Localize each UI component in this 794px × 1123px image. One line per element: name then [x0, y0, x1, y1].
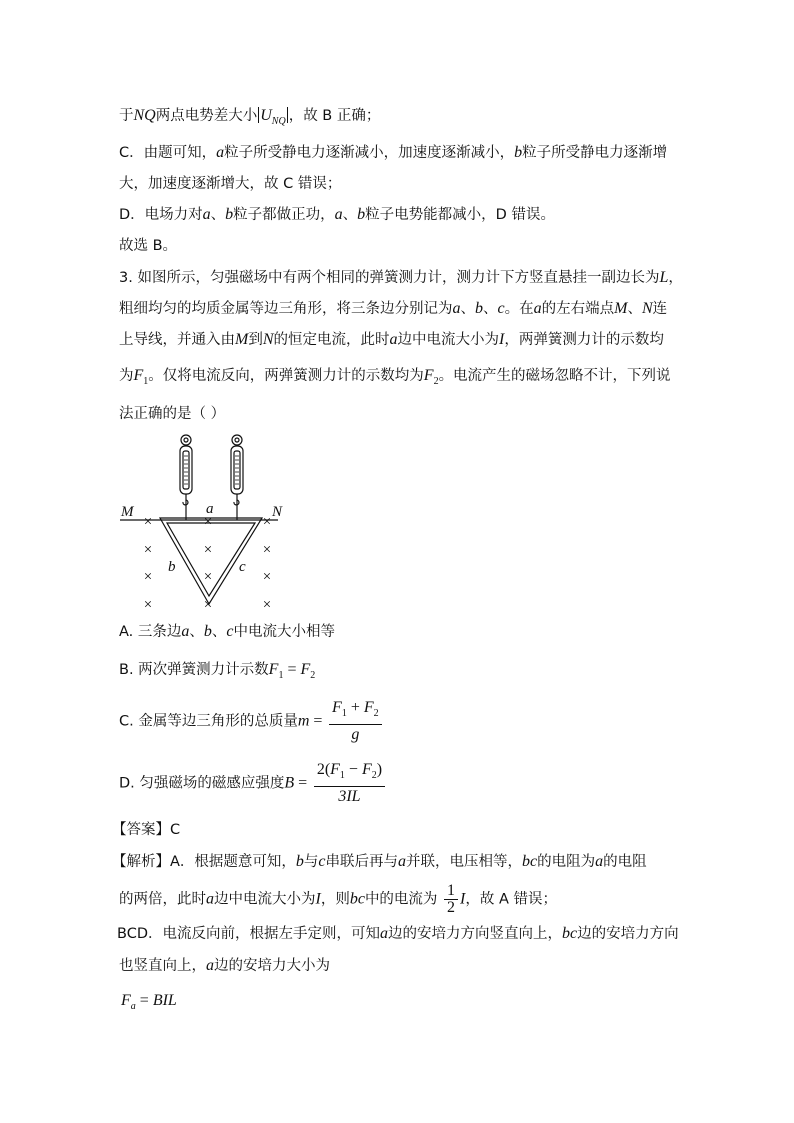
- analysis-line-2: 的两倍，此时a边中电流大小为I，则bc中的电流为 $\frac{1}{2}$ I，故 A 错误；: [119, 882, 558, 916]
- label-a: a: [206, 501, 214, 517]
- cross-mark: ×: [203, 542, 213, 558]
- doc-line-1: 于NQ两点电势差大小 $U_{NQ}$ ，故 B 正确；: [119, 107, 381, 127]
- label-c: c: [239, 559, 246, 575]
- cross-mark: ×: [262, 542, 272, 558]
- question-line-4: 为$F_1$。仅将电流反向，两弹簧测力计的示数均为$F_2$。电流产生的磁场忽略不计，下列说: [119, 367, 671, 387]
- option-d[interactable]: D. 匀强磁场的磁感应强度B = $\frac{2(F_1 - F_2)}{3IL}$: [119, 760, 387, 807]
- option-b[interactable]: B. 两次弹簧测力计示数$F_1 = F_2$: [119, 661, 316, 681]
- label-m: M: [121, 504, 134, 520]
- spring-scale-left: [180, 435, 192, 520]
- analysis-line-4: 也竖直向上，a边的安培力大小为: [119, 957, 330, 974]
- answer-line: 【答案】C: [112, 822, 181, 838]
- label-b: b: [168, 559, 176, 575]
- question-line-3: 上导线，并通入由M到N的恒定电流，此时a边中电流大小为I，两弹簧测力计的示数均: [119, 331, 664, 348]
- abs-bar-right: [287, 107, 288, 123]
- cross-mark: ×: [262, 514, 272, 530]
- spring-scale-right: [231, 435, 243, 520]
- question-line-1: 3. 如图所示，匀强磁场中有两个相同的弹簧测力计，测力计下方竖直悬挂一副边长为L，: [119, 269, 683, 286]
- cross-mark: ×: [262, 569, 272, 585]
- analysis-line-3: BCD．电流反向前，根据左手定则，可知a边的安培力方向竖直向上，bc边的安培力方向: [117, 925, 679, 942]
- doc-line-3: 大，加速度逐渐增大，故 C 错误；: [119, 176, 342, 192]
- cross-mark: ×: [203, 597, 213, 612]
- cross-mark: ×: [143, 597, 153, 612]
- label-n: N: [272, 504, 283, 520]
- question-line-2: 粗细均匀的均质金属等边三角形，将三条边分别记为a、b、c。在a的左右端点M、N连: [119, 300, 668, 317]
- doc-line-2: C．由题可知，a粒子所受静电力逐渐减小，加速度逐渐减小，b粒子所受静电力逐渐增: [119, 144, 668, 161]
- option-c[interactable]: C. 金属等边三角形的总质量m = $\frac{F_1 + F_2}{g}$: [119, 698, 384, 745]
- doc-line-4: D．电场力对a、b粒子都做正功，a、b粒子电势能都减小，D 错误。: [119, 206, 555, 223]
- cross-mark: ×: [143, 542, 153, 558]
- analysis-formula: $F_a$ = BIL: [121, 992, 177, 1012]
- analysis-line-1: 【解析】A．根据题意可知，b与c串联后再与a并联，电压相等，bc的电阻为a的电阻: [112, 853, 647, 870]
- option-a[interactable]: A. 三条边a、b、c中电流大小相等: [119, 623, 335, 640]
- mass-fraction: $\frac{F_1 + F_2}{g}$: [329, 698, 382, 745]
- cross-mark: ×: [143, 569, 153, 585]
- field-fraction: $\frac{2(F_1 - F_2)}{3IL}$: [314, 760, 385, 807]
- cross-mark: ×: [143, 514, 153, 530]
- doc-line-5: 故选 B。: [119, 238, 178, 254]
- half-fraction: $\frac{1}{2}$: [444, 883, 458, 916]
- cross-mark: ×: [203, 569, 213, 585]
- question-line-5: 法正确的是（ ）: [119, 406, 226, 422]
- cross-mark: ×: [262, 597, 272, 612]
- cross-mark: ×: [203, 514, 213, 530]
- spring-scale-figure: [118, 432, 298, 612]
